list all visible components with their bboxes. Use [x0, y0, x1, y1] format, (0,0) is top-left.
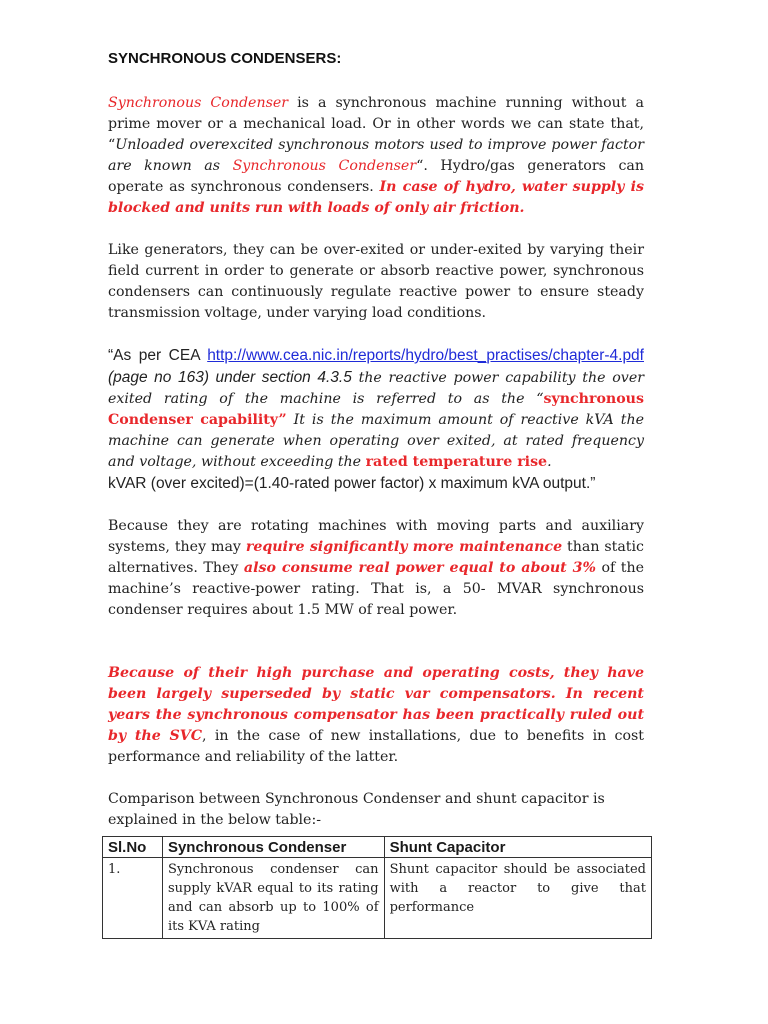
maint-text-2: than static alternatives. They: [108, 539, 644, 576]
temperature-term: rated temperature rise: [365, 454, 548, 470]
comparison-table: [102, 836, 652, 939]
maintenance-paragraph: [108, 516, 644, 621]
header-shunt-capacitor: Shunt Capacitor: [384, 837, 651, 858]
cea-paragraph: [108, 345, 644, 495]
cea-intro: “As per CEA: [108, 347, 208, 364]
intro-paragraph: [108, 93, 644, 219]
real-power-highlight: also consume real power equal to about 3%: [243, 560, 596, 576]
cea-text-3: .: [547, 454, 552, 470]
term-synchronous-condenser-2: Synchronous Condenser: [232, 158, 417, 174]
capability-term: synchronous Condenser capability”: [108, 391, 644, 428]
table-row: [103, 858, 652, 939]
cell-synchronous-condenser: Synchronous condenser can supply kVAR equal to its rating and can absorb up to 100% of its KVA rating: [162, 858, 384, 939]
term-synchronous-condenser: Synchronous Condenser: [108, 95, 289, 111]
table-header-row: [103, 837, 652, 858]
header-synchronous-condenser: Synchronous Condenser: [162, 837, 384, 858]
svc-text: , in the case of new installations, due to benefits in cost performance and reliability of the latter.: [108, 728, 644, 765]
generators-paragraph: Like generators, they can be over-exited or under-exited by varying their field current in order to generate or absorb reactive power, synchronous condensers can continuously regulate reactive power to ensure steady transmission voltage, under varying load conditions.: [108, 242, 644, 321]
svc-highlight: Because of their high purchase and operating costs, they have been largely superseded by static var compensators. In recent years the synchronous compensator has been practically ruled out by the SVC: [108, 665, 644, 744]
maint-text-1: Because they are rotating machines with moving parts and auxiliary systems, they may: [108, 518, 644, 555]
cea-text-1: the reactive power capability the over exited rating of the machine is referred to as the “: [108, 370, 645, 407]
cea-text-2: It is the maximum amount of reactive kVA the machine can generate when operating over exited, at rated frequency and voltage, without exceeding the: [108, 412, 644, 470]
intro-text-2: “. Hydro/gas generators can operate as synchronous condensers.: [108, 158, 644, 195]
kvar-formula: kVAR (over excited)=(1.40-rated power factor) x maximum kVA output.”: [108, 475, 596, 492]
intro-text-1: is a synchronous machine running without a prime mover or a mechanical load. Or in other words we can state that, “: [108, 95, 644, 153]
cea-section-ref: (page no 163) under section 4.3.5: [108, 369, 352, 386]
maintenance-highlight: require significantly more maintenance: [245, 539, 563, 555]
comparison-intro: Comparison between Synchronous Condenser and shunt capacitor is explained in the below table:-: [108, 791, 605, 828]
maint-text-3: of the machine’s reactive-power rating. That is, a 50- MVAR synchronous condenser requires about 1.5 MW of real power.: [108, 560, 644, 618]
cell-slno: 1.: [103, 858, 163, 939]
cea-report-link[interactable]: http://www.cea.nic.in/reports/hydro/best_practises/chapter-4.pdf: [207, 347, 644, 364]
svc-paragraph: [108, 663, 644, 768]
section-heading: SYNCHRONOUS CONDENSERS:: [108, 50, 342, 67]
intro-quote: Unloaded overexcited synchronous motors used to improve power factor are known as: [108, 137, 644, 174]
document-body: [108, 50, 644, 831]
hydro-note: In case of hydro, water supply is blocked and units run with loads of only air friction.: [108, 179, 644, 216]
cell-shunt-capacitor: Shunt capacitor should be associated with a reactor to give that performance: [384, 858, 651, 939]
header-slno: Sl.No: [103, 837, 163, 858]
